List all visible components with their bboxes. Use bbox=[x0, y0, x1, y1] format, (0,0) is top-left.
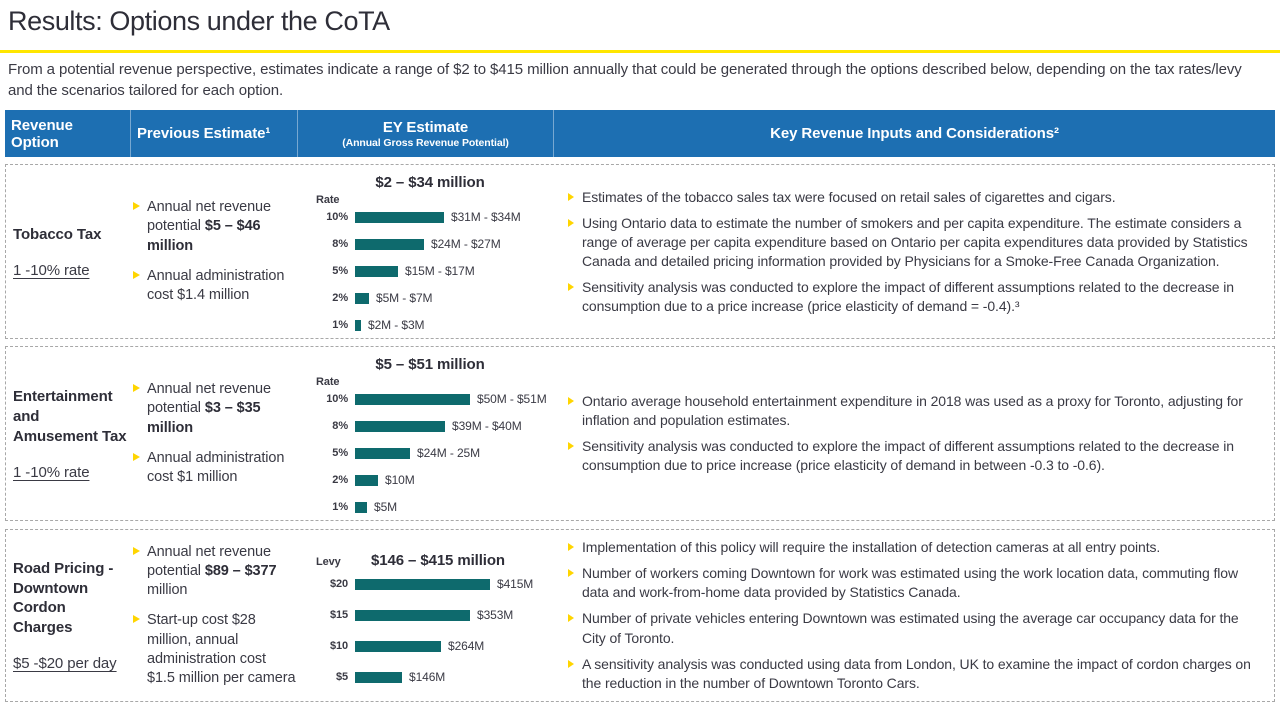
bullet-text: A sensitivity analysis was conducted using data from London, UK to examine the impact of cordon charges on the reduction in the number of Downtown Toronto Cars. bbox=[582, 655, 1251, 691]
bar-tick: 8% bbox=[332, 238, 348, 251]
title-underline bbox=[0, 50, 1280, 53]
bullet-arrow-icon bbox=[133, 271, 140, 279]
list-item bbox=[131, 267, 296, 306]
bullet-text: Sensitivity analysis was conducted to explore the impact of different assumptions related to the decrease in consumption due to a price increase (price elasticity of demand = -0.4).³ bbox=[582, 278, 1234, 314]
bar-chart bbox=[306, 392, 554, 514]
bullet-text: Annual administration cost $1 million bbox=[147, 450, 285, 486]
bar-row bbox=[306, 237, 554, 251]
bar-tick: 5% bbox=[332, 447, 348, 460]
bar bbox=[355, 394, 470, 405]
bar-tick: 1% bbox=[332, 501, 348, 514]
bar bbox=[355, 320, 361, 331]
bullet-text: Annual administration cost $1.4 million bbox=[147, 268, 285, 304]
option-rate: 1 -10% rate bbox=[13, 463, 90, 481]
bar-tick: $20 bbox=[329, 578, 348, 591]
option-rate: $5 -$20 per day bbox=[13, 655, 117, 673]
bullet-arrow-icon bbox=[568, 442, 574, 450]
list-item bbox=[566, 188, 1264, 207]
bar-row bbox=[306, 670, 554, 684]
key-inputs-cell bbox=[554, 353, 1274, 514]
bullet-text: Annual net revenue potential $3 – $35 million bbox=[147, 381, 271, 436]
bar-tick: $5 bbox=[335, 671, 348, 684]
list-item bbox=[566, 564, 1264, 602]
list-item bbox=[131, 380, 296, 438]
bar bbox=[355, 672, 402, 683]
header-previous-estimate: Previous Estimate¹ bbox=[130, 110, 297, 157]
bar bbox=[355, 293, 369, 304]
chart-title: $5 – $51 million bbox=[375, 356, 485, 374]
option-name: Road Pricing - Downtown Cordon Charges bbox=[13, 559, 114, 637]
bar-row bbox=[306, 392, 554, 406]
chart-title-line bbox=[306, 552, 554, 569]
revenue-option-cell bbox=[6, 171, 131, 332]
bar-row bbox=[306, 264, 554, 278]
bar bbox=[355, 239, 424, 250]
bar bbox=[355, 212, 444, 223]
bar-tick: 5% bbox=[332, 265, 348, 278]
bar bbox=[355, 579, 490, 590]
chart-title: $146 – $415 million bbox=[370, 552, 506, 570]
table-row-tobacco-tax bbox=[5, 164, 1275, 339]
list-item bbox=[131, 543, 296, 601]
option-name: Tobacco Tax bbox=[13, 225, 102, 243]
bullet-text: Using Ontario data to estimate the number of smokers and per capita expenditure. The estimate considers a range of average per capita expenditure based on Ontario per capita expenditures data provided by Statistics Canada and detailed pricing information provided by Physicians for a Smoke-Free Canada Organization. bbox=[582, 214, 1248, 269]
previous-estimate-cell bbox=[131, 536, 298, 694]
bar-row bbox=[306, 500, 554, 514]
bullet-arrow-icon bbox=[133, 384, 140, 392]
key-inputs-cell bbox=[554, 536, 1274, 694]
chart-axis-label: Levy bbox=[316, 556, 341, 569]
ey-estimate-chart bbox=[298, 353, 554, 514]
bar-value-label: $39M - $40M bbox=[452, 419, 522, 434]
bullet-arrow-icon bbox=[568, 614, 574, 622]
bar-tick: $10 bbox=[329, 640, 348, 653]
bullet-arrow-icon bbox=[133, 202, 140, 210]
list-item bbox=[566, 609, 1264, 647]
previous-estimate-cell bbox=[131, 353, 298, 514]
bar-row bbox=[306, 419, 554, 433]
bar-row bbox=[306, 608, 554, 622]
bar-chart bbox=[306, 577, 554, 684]
ey-estimate-chart bbox=[298, 171, 554, 332]
revenue-option-cell bbox=[6, 353, 131, 514]
bar-tick: 2% bbox=[332, 292, 348, 305]
bar-value-label: $264M bbox=[448, 639, 485, 654]
bar-row bbox=[306, 291, 554, 305]
bar-tick: 1% bbox=[332, 319, 348, 332]
option-rate: 1 -10% rate bbox=[13, 261, 90, 279]
bullet-arrow-icon bbox=[568, 569, 574, 577]
previous-estimate-cell bbox=[131, 171, 298, 332]
table-row-road-pricing bbox=[5, 529, 1275, 701]
bar-row bbox=[306, 473, 554, 487]
bar-value-label: $10M bbox=[385, 473, 415, 488]
bar-value-label: $31M - $34M bbox=[451, 210, 521, 225]
list-item bbox=[566, 538, 1264, 557]
header-key-inputs: Key Revenue Inputs and Considerations² bbox=[553, 110, 1275, 157]
bar-value-label: $146M bbox=[409, 670, 446, 685]
bar bbox=[355, 421, 445, 432]
header-ey-estimate-sub: (Annual Gross Revenue Potential) bbox=[342, 136, 509, 149]
intro-text: From a potential revenue perspective, estimates indicate a range of $2 to $415 million annually that could be generated through the options described below, depending on the tax rates/levy and the scenarios tailored for each option. bbox=[8, 61, 1242, 99]
revenue-option-cell bbox=[6, 536, 131, 694]
bar-value-label: $5M bbox=[374, 500, 398, 515]
ey-estimate-chart bbox=[298, 536, 554, 694]
bar bbox=[355, 502, 367, 513]
bar bbox=[355, 641, 441, 652]
header-ey-estimate bbox=[297, 110, 553, 157]
bullet-arrow-icon bbox=[568, 543, 574, 551]
chart-axis-label: Rate bbox=[316, 194, 340, 207]
list-item bbox=[131, 449, 296, 488]
bullet-text: Estimates of the tobacco sales tax were focused on retail sales of cigarettes and cigars. bbox=[582, 188, 1116, 205]
chart-title: $2 – $34 million bbox=[375, 174, 485, 192]
header-revenue-option: Revenue Option bbox=[11, 116, 73, 151]
list-item bbox=[566, 214, 1264, 271]
bar-value-label: $24M - 25M bbox=[417, 446, 481, 461]
bullet-text: Number of workers coming Downtown for work was estimated using the work location data, commuting flow data and work-from-home data provided by Statistics Canada. bbox=[582, 565, 1238, 601]
bar-row bbox=[306, 577, 554, 591]
bar-row bbox=[306, 446, 554, 460]
bullet-text: Ontario average household entertainment expenditure in 2018 was used as a proxy for Toronto, adjusting for inflation and population estimates. bbox=[582, 393, 1243, 429]
key-inputs-cell bbox=[554, 171, 1274, 332]
bar-value-label: $5M - $7M bbox=[376, 291, 433, 306]
bar-value-label: $353M bbox=[477, 608, 514, 623]
bullet-arrow-icon bbox=[568, 283, 574, 291]
bullet-text: Annual net revenue potential $89 – $377 million bbox=[147, 543, 277, 599]
bullet-arrow-icon bbox=[568, 219, 574, 227]
bar-tick: 10% bbox=[326, 393, 348, 406]
bar-row bbox=[306, 318, 554, 332]
bar-tick: 10% bbox=[326, 211, 348, 224]
bullet-arrow-icon bbox=[133, 453, 140, 461]
bar-value-label: $50M - $51M bbox=[477, 392, 547, 407]
bar-row bbox=[306, 210, 554, 224]
bullet-arrow-icon bbox=[133, 547, 140, 555]
bullet-arrow-icon bbox=[568, 660, 574, 668]
bar bbox=[355, 448, 410, 459]
option-name: Entertainment and Amusement Tax bbox=[13, 388, 127, 445]
bullet-text: Implementation of this policy will require the installation of detection cameras at all entry points. bbox=[582, 539, 1161, 556]
list-item bbox=[566, 392, 1264, 430]
bar-chart bbox=[306, 210, 554, 332]
list-item bbox=[566, 437, 1264, 475]
chart-axis-label: Rate bbox=[316, 376, 340, 389]
bullet-text: Start-up cost $28 million, annual administration cost $1.5 million per camera bbox=[147, 612, 296, 687]
bar-value-label: $415M bbox=[497, 577, 534, 592]
bullet-arrow-icon bbox=[133, 615, 140, 623]
bar-tick: 8% bbox=[332, 420, 348, 433]
list-item bbox=[566, 655, 1264, 693]
list-item bbox=[566, 278, 1264, 316]
bullet-arrow-icon bbox=[568, 193, 574, 201]
bar-row bbox=[306, 639, 554, 653]
page-title: Results: Options under the CoTA bbox=[8, 6, 390, 36]
bar-tick: $15 bbox=[329, 609, 348, 622]
bar-value-label: $2M - $3M bbox=[368, 318, 425, 333]
bar-value-label: $24M - $27M bbox=[431, 237, 501, 252]
table-row-entertainment-tax bbox=[5, 346, 1275, 521]
list-item bbox=[131, 198, 296, 256]
bullet-arrow-icon bbox=[568, 397, 574, 405]
bullet-text: Sensitivity analysis was conducted to explore the impact of different assumptions related to the decrease in consumption due to price increase (price elasticity of demand in between -0.3 to -0.6). bbox=[582, 438, 1234, 474]
bar bbox=[355, 610, 470, 621]
list-item bbox=[131, 611, 296, 688]
bar bbox=[355, 475, 378, 486]
table-header bbox=[5, 110, 1275, 157]
header-ey-estimate-main: EY Estimate bbox=[382, 118, 469, 136]
bullet-text: Number of private vehicles entering Downtown was estimated using the average car occupancy data for the City of Toronto. bbox=[582, 610, 1239, 646]
bullet-text: Annual net revenue potential $5 – $46 million bbox=[147, 199, 271, 254]
bar-value-label: $15M - $17M bbox=[405, 264, 475, 279]
bar-tick: 2% bbox=[332, 474, 348, 487]
bar bbox=[355, 266, 398, 277]
